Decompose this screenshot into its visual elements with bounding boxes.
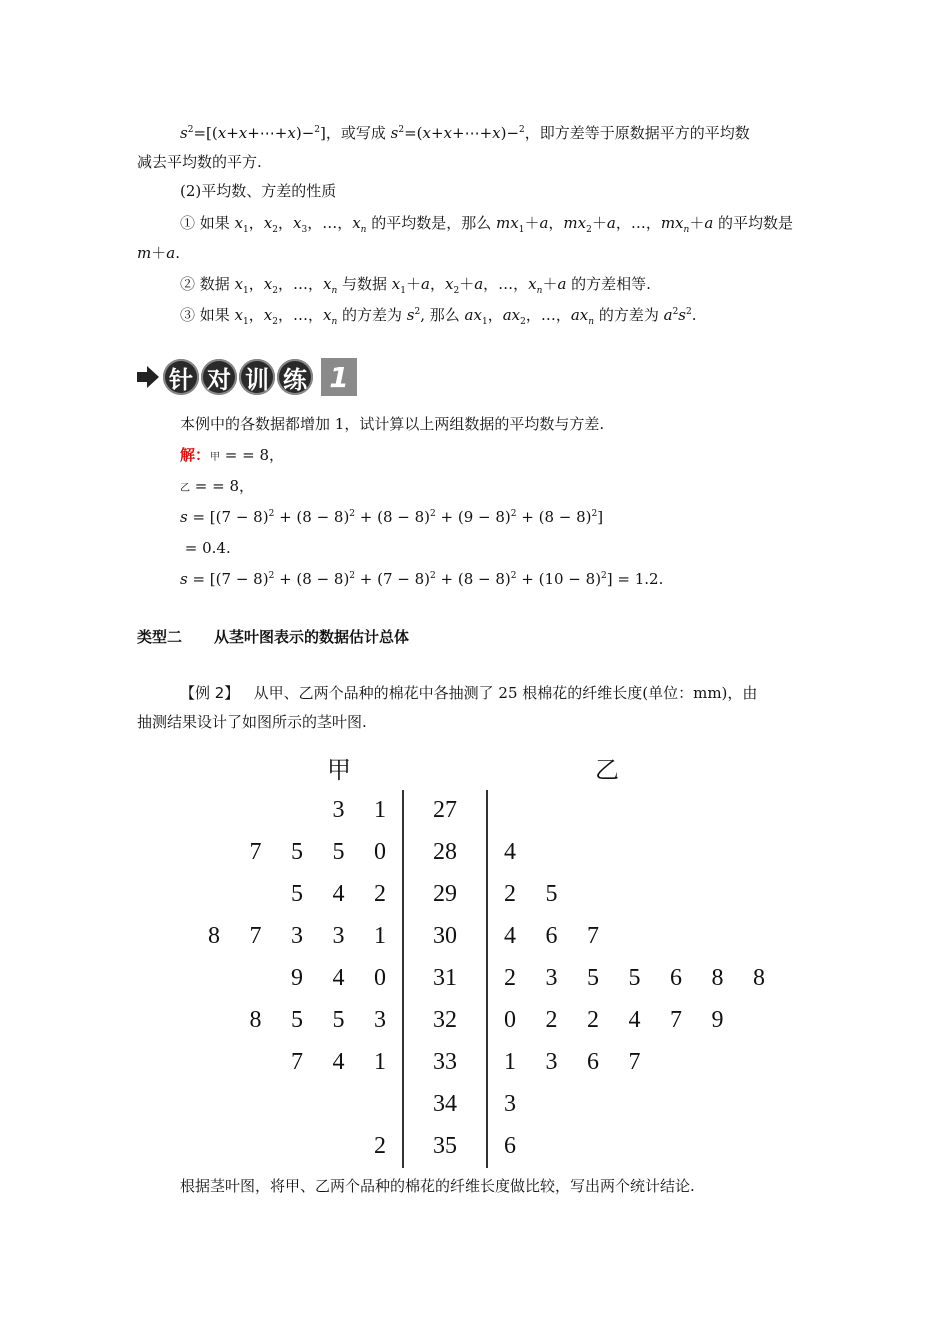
right-leaf: 3 [504, 1091, 516, 1117]
banner-char: 针 [163, 359, 199, 395]
right-leaf: 6 [504, 1133, 516, 1159]
stem-value: 27 [433, 797, 457, 823]
example-label: 【例 2】 [180, 684, 240, 702]
banner-number: 1 [321, 358, 357, 396]
left-leaf: 5 [291, 839, 303, 865]
left-leaf: 5 [291, 1007, 303, 1033]
variance-formula-line: $s^2=[(x+x+\cdots+x)-^2]$，或写成 $s^2=(x+x+\cdots+x)-^2$，即方差等于原数据平方的平均数 [180, 124, 750, 142]
left-leaf: 3 [374, 1007, 386, 1033]
right-leaf: 6 [587, 1049, 599, 1075]
left-leaf: 5 [332, 839, 345, 865]
example-text: 从甲、乙两个品种的棉花中各抽测了 25 根棉花的纤维长度(单位：mm)，由 [253, 684, 758, 702]
right-leaf: 9 [711, 1007, 724, 1033]
left-leaf: 4 [332, 1049, 345, 1075]
right-leaf: 5 [545, 881, 558, 907]
right-leaf: 5 [628, 965, 641, 991]
left-leaf: 7 [249, 923, 262, 949]
left-leaf: 0 [374, 839, 386, 865]
right-leaf: 6 [670, 965, 682, 991]
stem-value: 34 [433, 1091, 457, 1117]
left-leaf: 1 [374, 1049, 386, 1075]
example-line-1 [180, 682, 860, 704]
left-leaf: 0 [374, 965, 386, 991]
stem-value: 29 [433, 881, 457, 907]
left-leaf: 3 [332, 797, 345, 823]
stem-value: 32 [433, 1007, 457, 1033]
right-leaf: 7 [670, 1007, 682, 1033]
right-leaf: 5 [587, 965, 599, 991]
section-title: 从茎叶图表示的数据估计总体 [214, 628, 410, 646]
left-leaf: 7 [291, 1049, 303, 1075]
stem-value: 33 [433, 1049, 457, 1075]
left-leaf: 5 [332, 1007, 345, 1033]
right-leaf: 0 [504, 1007, 516, 1033]
property-2: ② 数据 $x_1$，$x_2$，…，$x_n$ 与数据 $x_1+a$，$x_2+a$，…，$x_n+a$ 的方差相等. [180, 275, 651, 296]
right-leaf: 3 [545, 1049, 558, 1075]
example-line-2: 抽测结果设计了如图所示的茎叶图. [137, 713, 367, 731]
left-leaf: 3 [332, 923, 345, 949]
right-leaf: 1 [504, 1049, 516, 1075]
section-heading [137, 626, 409, 647]
section-type: 类型二 [137, 628, 183, 646]
right-leaf: 2 [587, 1007, 599, 1033]
left-leaf: 1 [374, 797, 386, 823]
right-leaf: 8 [711, 965, 724, 991]
left-leaf: 4 [332, 881, 345, 907]
stem-value: 35 [433, 1133, 457, 1159]
left-leaf: 8 [208, 923, 220, 949]
right-leaf: 3 [545, 965, 558, 991]
solution-line-5: $s = [(7 - 8)^2 + (8 - 8)^2 + (7 - 8)^2 + (8 - 8)^2 + (10 - 8)^2] = 1.2$. [180, 570, 664, 588]
right-leaf: 2 [504, 881, 516, 907]
right-leaf: 7 [628, 1049, 641, 1075]
stem-value: 30 [433, 923, 457, 949]
left-leaf: 2 [374, 881, 386, 907]
property-1: ① 如果 $x_1$，$x_2$，$x_3$，…，$x_n$ 的平均数是，那么 $mx_1+a$，$mx_2+a$，…，$mx_n+a$ 的平均数是 [180, 214, 794, 235]
left-leaf: 2 [374, 1133, 386, 1159]
left-leaf: 3 [291, 923, 303, 949]
practice-banner [137, 357, 357, 397]
banner-char: 对 [201, 359, 237, 395]
left-leaf: 7 [249, 839, 262, 865]
solution-line-1: 解：甲 = = 8， [180, 446, 285, 464]
right-leaf: 4 [628, 1007, 641, 1033]
banner-char: 练 [277, 359, 313, 395]
solution-line-2: 乙 = = 8， [180, 477, 254, 495]
left-leaf: 9 [291, 965, 303, 991]
stem-leaf-plot [180, 750, 800, 1170]
question-text: 根据茎叶图，将甲、乙两个品种的棉花的纤维长度做比较，写出两个统计结论. [180, 1177, 695, 1195]
solution-label: 解： [180, 446, 211, 464]
left-header: 甲 [327, 756, 351, 784]
solution-line-3: $s = [(7 - 8)^2 + (8 - 8)^2 + (8 - 8)^2 + (9 - 8)^2 + (8 - 8)^2]$ [180, 508, 604, 526]
left-leaf: 1 [374, 923, 386, 949]
right-leaf: 2 [504, 965, 516, 991]
property-1-cont: m＋a. [137, 244, 180, 262]
right-leaf: 8 [753, 965, 765, 991]
right-leaf: 4 [504, 923, 516, 949]
right-leaf: 6 [545, 923, 558, 949]
variance-formula-line2: 减去平均数的平方. [137, 153, 262, 171]
right-leaf: 2 [545, 1007, 558, 1033]
property-3: ③ 如果 $x_1$，$x_2$，…，$x_n$ 的方差为 $s^2$, 那么 $ax_1$，$ax_2$，…，$ax_n$ 的方差为 $a^2s^2$. [180, 306, 697, 327]
stem-value: 28 [433, 839, 457, 865]
exercise-text: 本例中的各数据都增加 1，试计算以上两组数据的平均数与方差. [180, 415, 605, 433]
left-leaf: 5 [291, 881, 303, 907]
banner-char: 训 [239, 359, 275, 395]
right-leaf: 7 [587, 923, 599, 949]
stem-value: 31 [433, 965, 457, 991]
right-leaf: 4 [504, 839, 516, 865]
right-divider [486, 790, 488, 1168]
left-divider [402, 790, 404, 1168]
arrow-icon [137, 366, 159, 388]
left-leaf: 8 [249, 1007, 262, 1033]
left-leaf: 4 [332, 965, 345, 991]
solution-line-4: = 0.4. [180, 539, 231, 557]
properties-title: (2)平均数、方差的性质 [180, 182, 337, 200]
right-header: 乙 [595, 756, 619, 784]
